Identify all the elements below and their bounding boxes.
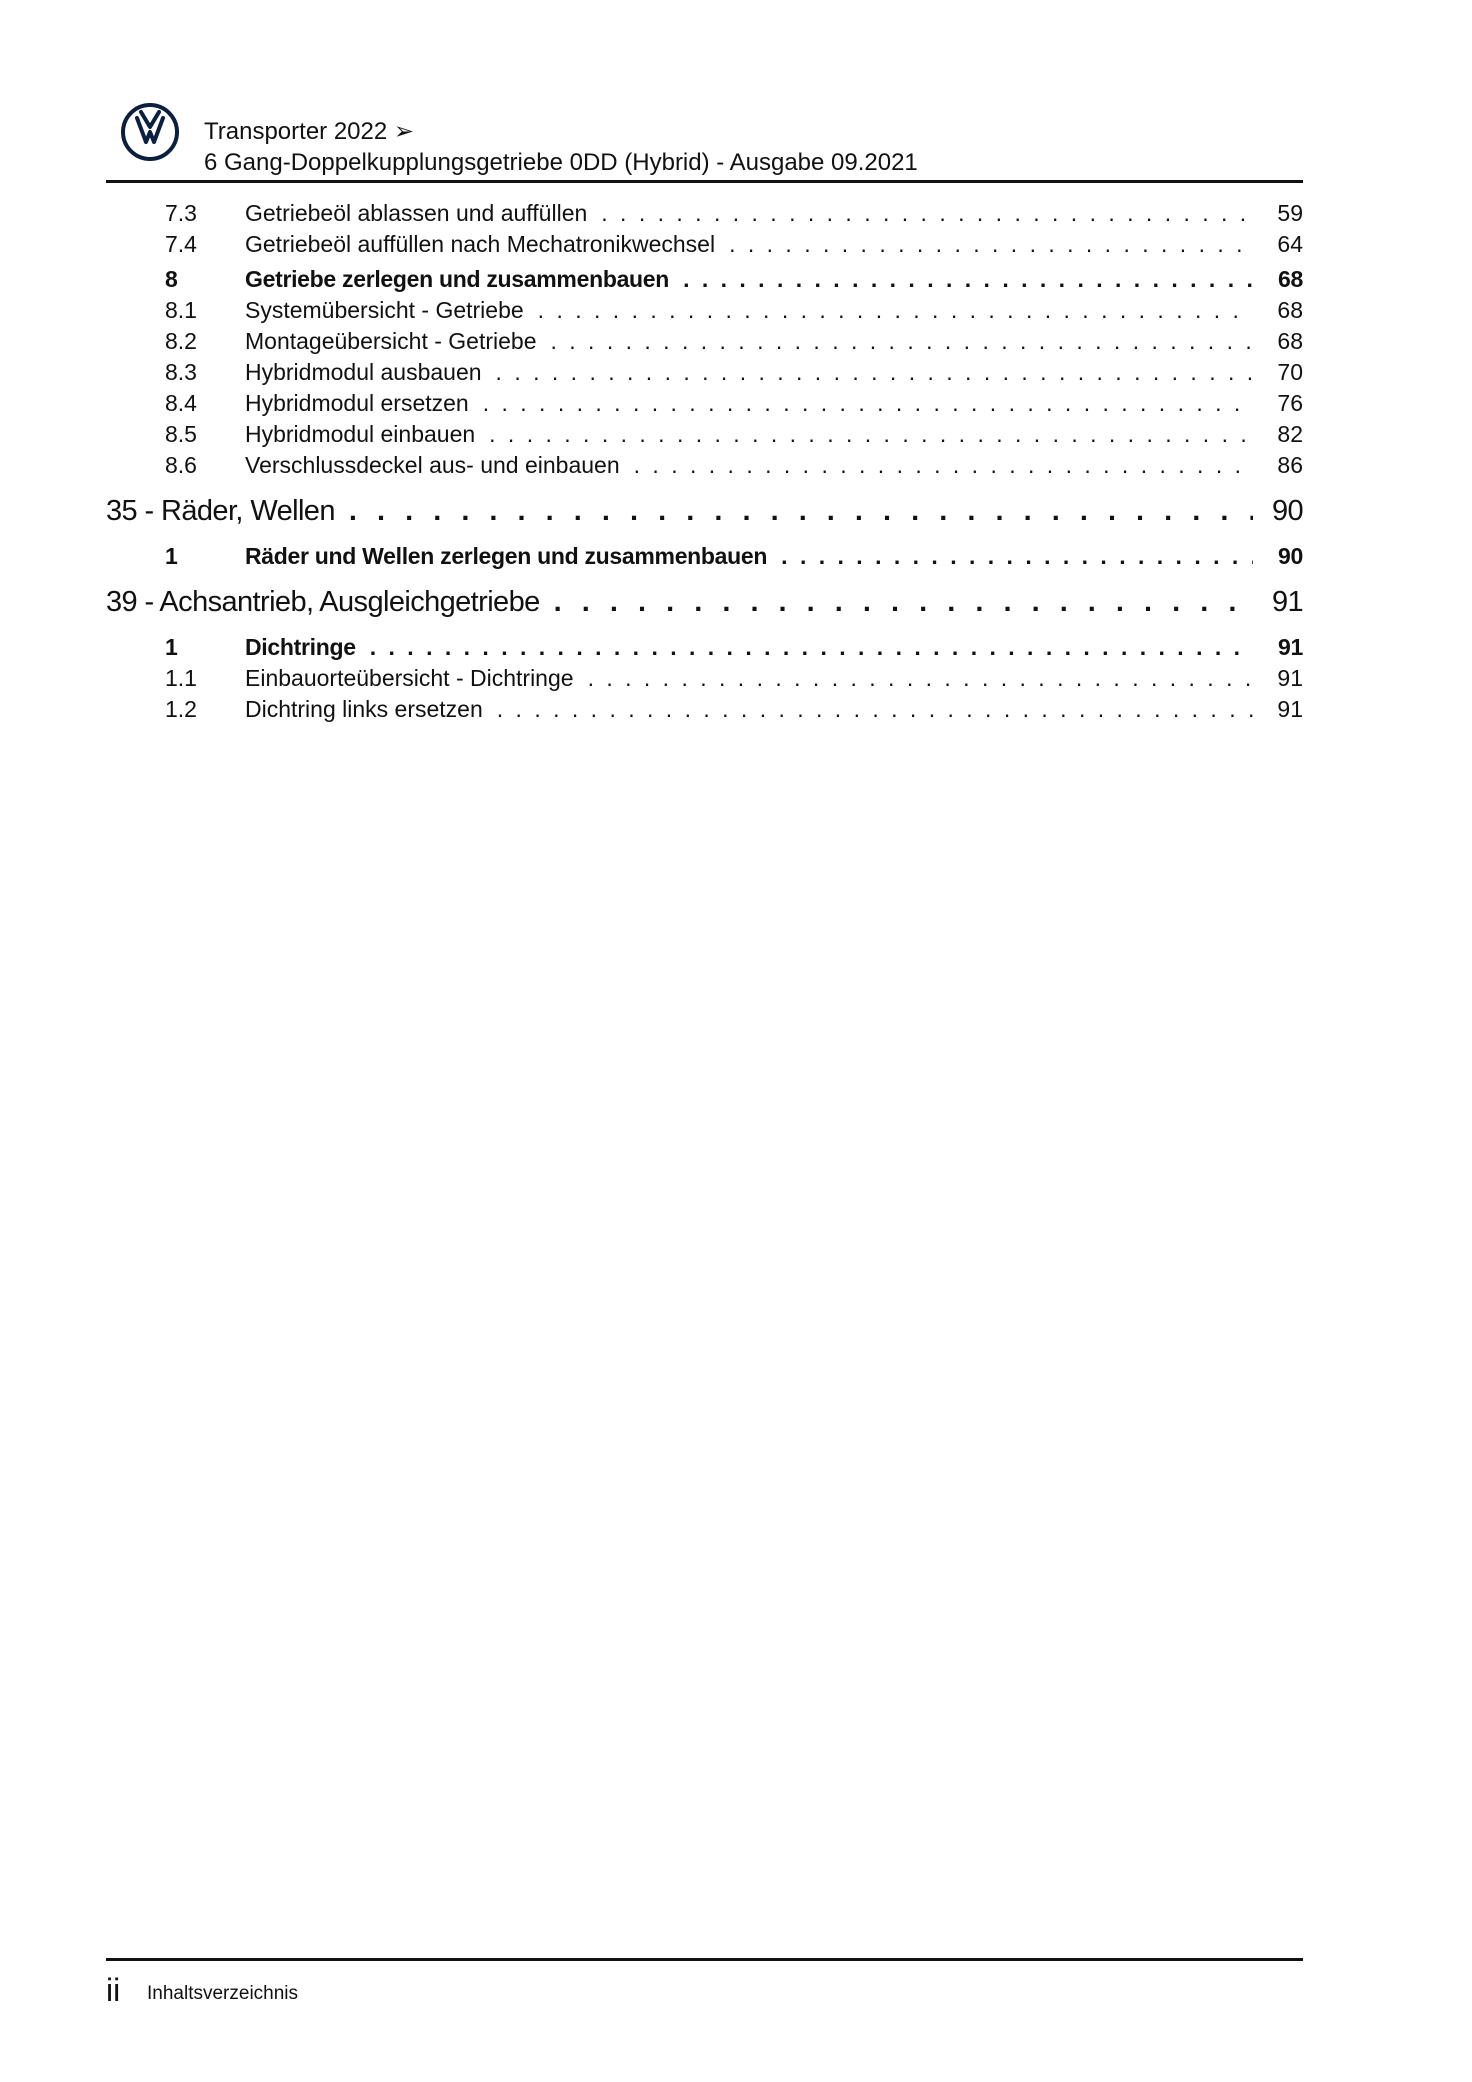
toc-entry-page: 86 <box>1277 452 1303 478</box>
toc-entry-page: 68 <box>1277 328 1303 354</box>
toc-chapter[interactable] <box>106 572 1303 632</box>
toc-entry-title: Getriebeöl auffüllen nach Mechatronikwechsel <box>245 231 716 257</box>
document-subtitle: 6 Gang-Doppelkupplungsgetriebe 0DD (Hybrid) - Ausgabe 09.2021 <box>204 149 918 176</box>
toc-entry-page: 76 <box>1277 390 1303 416</box>
toc-entry[interactable] <box>106 450 1303 481</box>
dot-leader <box>496 357 1253 388</box>
toc-entry-title: Getriebeöl ablassen und auffüllen <box>245 200 588 226</box>
dot-leader <box>538 295 1253 326</box>
toc-entry-number: 1 <box>165 543 178 569</box>
toc-entry-page: 64 <box>1277 231 1303 257</box>
toc-entry-number: 1.1 <box>165 665 197 691</box>
dot-leader <box>634 450 1253 481</box>
table-of-contents <box>106 198 1303 725</box>
dot-leader <box>729 229 1253 260</box>
page-number: ii <box>106 1972 121 2008</box>
toc-chapter-page: 91 <box>1271 586 1303 618</box>
dot-leader <box>497 694 1253 725</box>
toc-entry-title: Hybridmodul ersetzen <box>245 390 469 416</box>
header-divider <box>106 180 1303 183</box>
toc-entry-title: Systemübersicht - Getriebe <box>245 297 524 323</box>
toc-entry[interactable] <box>106 326 1303 357</box>
toc-entry-page: 68 <box>1278 266 1303 292</box>
toc-entry[interactable] <box>106 357 1303 388</box>
toc-entry-number: 7.4 <box>165 231 197 257</box>
toc-chapter[interactable] <box>106 481 1303 541</box>
vw-logo-icon <box>120 102 180 162</box>
toc-entry-title: Verschlussdeckel aus- und einbauen <box>245 452 620 478</box>
toc-entry[interactable] <box>106 541 1303 572</box>
toc-entry-page: 91 <box>1277 696 1303 722</box>
dot-leader <box>483 388 1253 419</box>
toc-entry-page: 91 <box>1277 665 1303 691</box>
toc-entry-number: 8 <box>165 266 178 292</box>
toc-entry-title: Hybridmodul ausbauen <box>245 359 482 385</box>
toc-entry-page: 59 <box>1277 200 1303 226</box>
toc-entry-title: Einbauorteübersicht - Dichtringe <box>245 665 574 691</box>
toc-entry-number: 8.2 <box>165 328 197 354</box>
toc-entry-number: 8.6 <box>165 452 197 478</box>
toc-entry-number: 1.2 <box>165 696 197 722</box>
dot-leader <box>370 632 1253 663</box>
toc-chapter-title: 35 - Räder, Wellen <box>106 495 335 527</box>
toc-entry-page: 70 <box>1277 359 1303 385</box>
toc-entry-page: 82 <box>1277 421 1303 447</box>
toc-entry-title: Dichtringe <box>245 634 356 660</box>
dot-leader <box>683 264 1253 295</box>
toc-entry[interactable] <box>106 198 1303 229</box>
toc-entry-number: 8.4 <box>165 390 197 416</box>
toc-entry-title: Dichtring links ersetzen <box>245 696 483 722</box>
dot-leader <box>489 419 1253 450</box>
document-title: Transporter 2022 ➢ <box>204 118 414 145</box>
toc-entry-title: Montageübersicht - Getriebe <box>245 328 537 354</box>
toc-entry-page: 68 <box>1277 297 1303 323</box>
toc-entry-page: 90 <box>1278 543 1303 569</box>
toc-entry[interactable] <box>106 663 1303 694</box>
toc-chapter-page: 90 <box>1271 495 1303 527</box>
toc-entry-title: Getriebe zerlegen und zusammenbauen <box>245 266 670 292</box>
toc-entry[interactable] <box>106 295 1303 326</box>
dot-leader <box>588 663 1253 694</box>
toc-entry[interactable] <box>106 632 1303 663</box>
dot-leader <box>554 572 1253 632</box>
dot-leader <box>551 326 1254 357</box>
toc-entry-number: 8.5 <box>165 421 197 447</box>
toc-chapter-title: 39 - Achsantrieb, Ausgleichgetriebe <box>106 586 540 618</box>
footer-section-label: Inhaltsverzeichnis <box>147 1983 299 2004</box>
toc-entry-page: 91 <box>1278 634 1303 660</box>
toc-entry-number: 7.3 <box>165 200 197 226</box>
toc-entry[interactable] <box>106 388 1303 419</box>
toc-entry-number: 1 <box>165 634 178 660</box>
toc-entry[interactable] <box>106 229 1303 260</box>
toc-entry[interactable] <box>106 264 1303 295</box>
toc-entry[interactable] <box>106 694 1303 725</box>
toc-entry-title: Hybridmodul einbauen <box>245 421 476 447</box>
dot-leader <box>349 481 1253 541</box>
footer-divider <box>106 1958 1303 1961</box>
toc-entry-number: 8.1 <box>165 297 197 323</box>
toc-entry-number: 8.3 <box>165 359 197 385</box>
dot-leader <box>601 198 1253 229</box>
toc-entry[interactable] <box>106 419 1303 450</box>
dot-leader <box>781 541 1253 572</box>
toc-entry-title: Räder und Wellen zerlegen und zusammenbauen <box>245 543 768 569</box>
